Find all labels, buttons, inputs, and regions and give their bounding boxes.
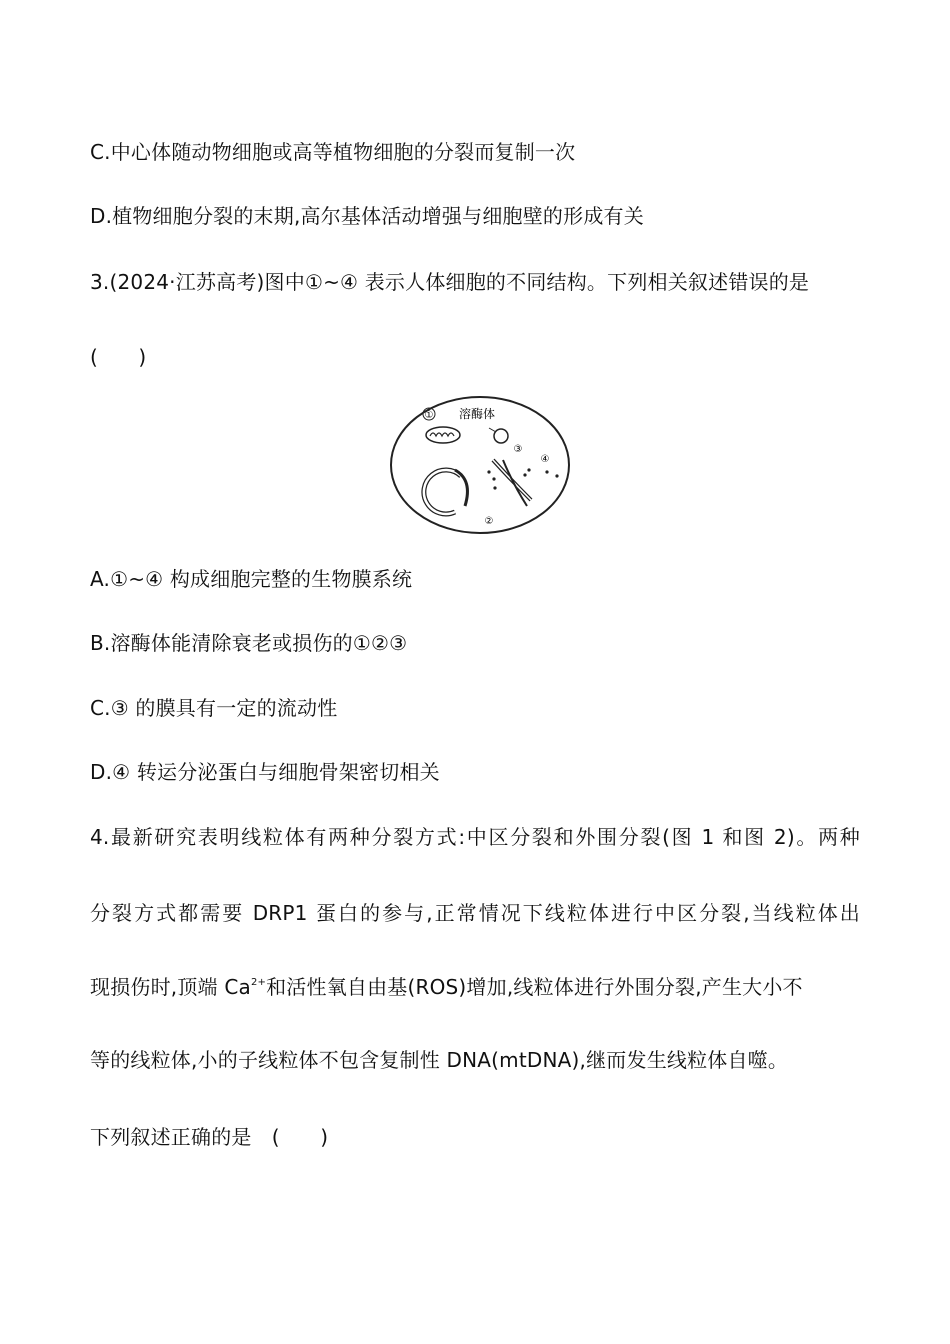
q3-answer-paren: ( ) <box>90 345 147 369</box>
q2-option-c: C.中心体随动物细胞或高等植物细胞的分裂而复制一次 <box>90 140 576 164</box>
cell-diagram <box>385 392 575 538</box>
label-4: ④ <box>540 454 550 465</box>
lysosome <box>494 429 508 443</box>
q4-line-3b: 和活性氧自由基(ROS)增加,线粒体进行外围分裂,产生大小不 <box>266 975 803 999</box>
q2-option-d: D.植物细胞分裂的末期,高尔基体活动增强与细胞壁的形成有关 <box>90 204 644 228</box>
label-3: ③ <box>513 444 523 455</box>
superscript-charge: 2+ <box>250 977 267 988</box>
label-1: ① <box>424 410 434 421</box>
label-2: ② <box>484 516 494 527</box>
q4-line-3 <box>90 971 860 1000</box>
q3-option-a: A.①~④ 构成细胞完整的生物膜系统 <box>90 567 413 591</box>
q4-line-2: 分裂方式都需要 DRP1 蛋白的参与,正常情况下线粒体进行中区分裂,当线粒体出 <box>90 901 860 925</box>
lysosome-label: 溶酶体 <box>458 407 496 421</box>
q3-option-b: B.溶酶体能清除衰老或损伤的①②③ <box>90 631 408 655</box>
q4-line-4: 等的线粒体,小的子线粒体不包含复制性 DNA(mtDNA),继而发生线粒体自噬。 <box>90 1048 789 1072</box>
q3-stem: 3.(2024·江苏高考)图中①~④ 表示人体细胞的不同结构。下列相关叙述错误的是 <box>90 270 810 294</box>
q3-option-c: C.③ 的膜具有一定的流动性 <box>90 696 338 720</box>
q4-line-5: 下列叙述正确的是 ( ) <box>90 1125 329 1149</box>
q4-line-3a: 现损伤时,顶端 Ca <box>90 975 251 999</box>
vesicles <box>487 468 558 489</box>
q4-line-1: 4.最新研究表明线粒体有两种分裂方式:中区分裂和外围分裂(图 1 和图 2)。两种 <box>90 825 860 849</box>
q3-option-d: D.④ 转运分泌蛋白与细胞骨架密切相关 <box>90 760 440 784</box>
